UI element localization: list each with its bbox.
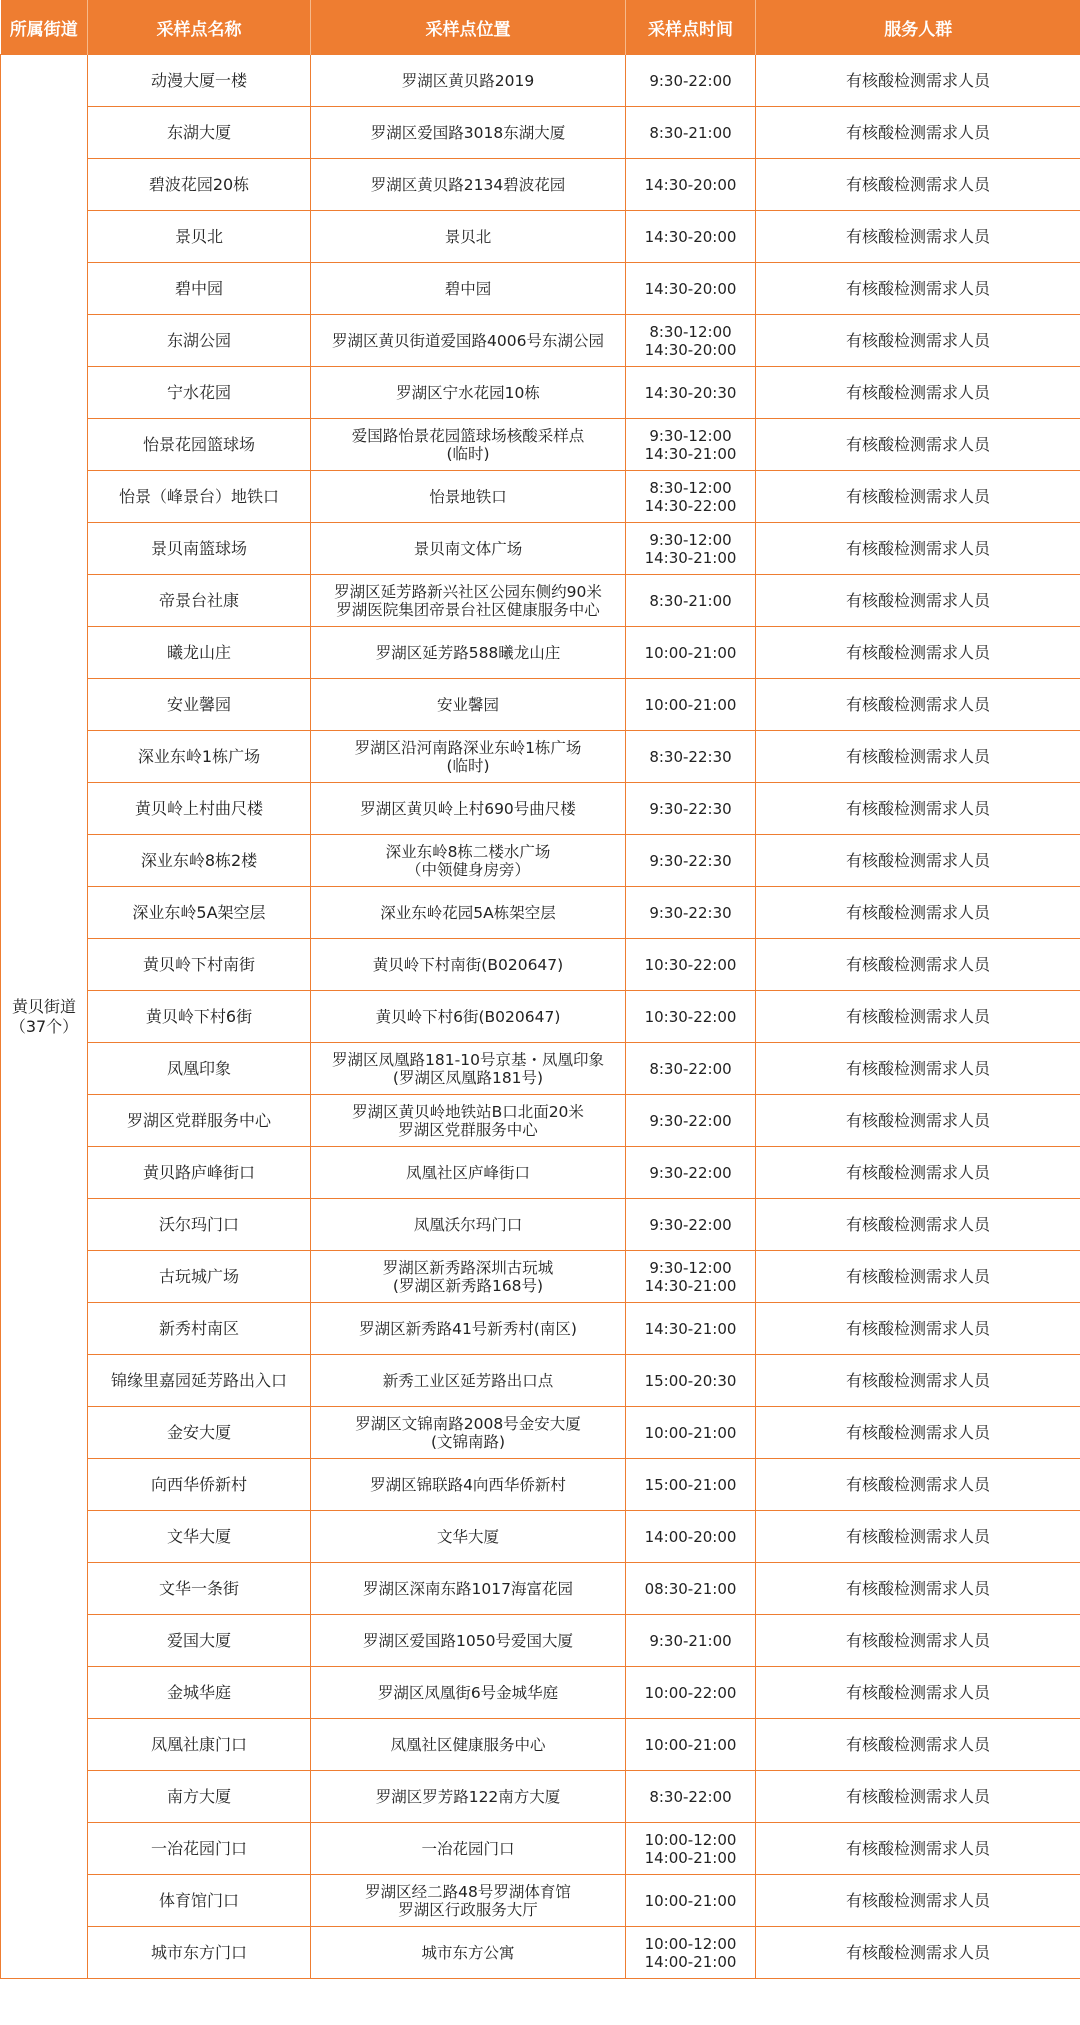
site-location-line: 罗湖区爱国路3018东湖大厦	[370, 123, 566, 142]
site-location-cell	[311, 939, 626, 991]
table-row	[1, 1199, 1080, 1251]
service-crowd-cell: 有核酸检测需求人员	[756, 1043, 1080, 1095]
site-location-cell	[311, 1199, 626, 1251]
site-name-cell: 新秀村南区	[88, 1303, 311, 1355]
table-row	[1, 1459, 1080, 1511]
table-row	[1, 1251, 1080, 1303]
service-crowd-cell: 有核酸检测需求人员	[756, 1355, 1080, 1407]
site-location-line: 罗湖区延芳路588曦龙山庄	[375, 643, 561, 662]
site-location-cell	[311, 1095, 626, 1147]
table-row	[1, 159, 1080, 211]
service-crowd-cell: 有核酸检测需求人员	[756, 731, 1080, 783]
site-location-line: (罗湖区凤凰路181号)	[392, 1068, 544, 1087]
site-name-cell: 一冶花园门口	[88, 1823, 311, 1875]
site-time-line: 8:30-12:00	[649, 478, 732, 497]
service-crowd-cell: 有核酸检测需求人员	[756, 471, 1080, 523]
site-location-cell	[311, 367, 626, 419]
service-crowd-cell: 有核酸检测需求人员	[756, 1823, 1080, 1875]
site-time-cell	[626, 575, 756, 627]
table-row	[1, 419, 1080, 471]
site-location-line: （中领健身房旁）	[405, 860, 530, 879]
site-location-line: 罗湖区经二路48号罗湖体育馆	[365, 1882, 571, 1901]
site-location-line: 景贝南文体广场	[413, 539, 523, 558]
site-name-cell: 深业东岭1栋广场	[88, 731, 311, 783]
site-time-cell	[626, 419, 756, 471]
site-time-line: 14:00-21:00	[644, 1848, 737, 1867]
site-time-cell	[626, 1875, 756, 1927]
site-location-line: 景贝北	[444, 227, 492, 246]
site-name-cell: 安业馨园	[88, 679, 311, 731]
site-location-line: 凤凰社区健康服务中心	[390, 1735, 546, 1754]
site-time-line: 9:30-22:30	[649, 903, 732, 922]
table-row	[1, 731, 1080, 783]
service-crowd-cell: 有核酸检测需求人员	[756, 1199, 1080, 1251]
service-crowd-cell: 有核酸检测需求人员	[756, 1147, 1080, 1199]
site-name-cell: 怡景（峰景台）地铁口	[88, 471, 311, 523]
site-time-cell	[626, 887, 756, 939]
site-location-cell	[311, 1615, 626, 1667]
site-name-cell: 爱国大厦	[88, 1615, 311, 1667]
site-name-cell: 黄贝岭下村6街	[88, 991, 311, 1043]
site-time-cell	[626, 1771, 756, 1823]
site-location-cell	[311, 1719, 626, 1771]
site-location-line: (罗湖区新秀路168号)	[392, 1276, 544, 1295]
site-time-line: 9:30-12:00	[649, 426, 732, 445]
site-location-cell	[311, 1251, 626, 1303]
site-name-cell: 宁水花园	[88, 367, 311, 419]
site-time-line: 8:30-21:00	[649, 123, 732, 142]
site-time-cell	[626, 1407, 756, 1459]
site-name-cell: 景贝南篮球场	[88, 523, 311, 575]
site-time-line: 08:30-21:00	[644, 1579, 737, 1598]
table-row	[1, 1407, 1080, 1459]
site-location-line: 黄贝岭下村6街(B020647)	[375, 1007, 561, 1026]
site-name-cell: 碧中园	[88, 263, 311, 315]
site-time-line: 10:00-21:00	[644, 1423, 737, 1442]
site-location-line: 罗湖区新秀路41号新秀村(南区)	[359, 1319, 577, 1338]
site-time-line: 9:30-22:00	[649, 71, 732, 90]
site-time-line: 10:00-12:00	[644, 1830, 737, 1849]
site-location-cell	[311, 55, 626, 107]
site-time-line: 8:30-22:00	[649, 1787, 732, 1806]
site-time-cell	[626, 783, 756, 835]
site-location-line: 罗湖区延芳路新兴社区公园东侧约90米	[334, 582, 602, 601]
site-time-cell	[626, 1355, 756, 1407]
service-crowd-cell: 有核酸检测需求人员	[756, 991, 1080, 1043]
site-location-line: 文华大厦	[436, 1527, 499, 1546]
site-time-cell	[626, 1511, 756, 1563]
site-name-cell: 东湖公园	[88, 315, 311, 367]
street-name: 黄贝街道	[11, 996, 76, 1016]
site-time-line: 10:00-21:00	[644, 1735, 737, 1754]
service-crowd-cell: 有核酸检测需求人员	[756, 679, 1080, 731]
table-row	[1, 1511, 1080, 1563]
site-location-line: 深业东岭花园5A栋架空层	[380, 903, 556, 922]
service-crowd-cell: 有核酸检测需求人员	[756, 1251, 1080, 1303]
site-time-line: 8:30-22:30	[649, 747, 732, 766]
table-row	[1, 679, 1080, 731]
table-row	[1, 211, 1080, 263]
site-name-cell: 黄贝岭上村曲尺楼	[88, 783, 311, 835]
site-location-cell	[311, 575, 626, 627]
site-location-cell	[311, 1303, 626, 1355]
site-time-cell	[626, 991, 756, 1043]
service-crowd-cell: 有核酸检测需求人员	[756, 1511, 1080, 1563]
service-crowd-cell: 有核酸检测需求人员	[756, 1667, 1080, 1719]
site-location-line: (临时)	[446, 756, 490, 775]
site-time-cell	[626, 315, 756, 367]
site-time-line: 9:30-22:30	[649, 799, 732, 818]
site-time-line: 10:00-21:00	[644, 1891, 737, 1910]
site-location-line: 罗湖区新秀路深圳古玩城	[382, 1258, 554, 1277]
site-location-cell	[311, 159, 626, 211]
site-location-line: 罗湖区党群服务中心	[398, 1120, 538, 1139]
table-row	[1, 471, 1080, 523]
site-location-cell	[311, 679, 626, 731]
header-service-crowd: 服务人群	[756, 0, 1080, 55]
site-time-line: 14:30-20:00	[644, 227, 737, 246]
header-site-time: 采样点时间	[626, 0, 756, 55]
site-location-line: 罗湖区黄贝街道爱国路4006号东湖公园	[332, 331, 604, 350]
site-time-cell	[626, 835, 756, 887]
site-time-cell	[626, 1927, 756, 1979]
site-location-line: 罗湖区黄贝岭地铁站B口北面20米	[352, 1102, 584, 1121]
site-location-line: (临时)	[446, 444, 490, 463]
service-crowd-cell: 有核酸检测需求人员	[756, 1459, 1080, 1511]
table-row	[1, 1615, 1080, 1667]
site-name-cell: 南方大厦	[88, 1771, 311, 1823]
site-time-line: 8:30-21:00	[649, 591, 732, 610]
site-time-line: 14:30-20:30	[644, 383, 737, 402]
site-time-line: 10:00-21:00	[644, 695, 737, 714]
site-time-cell	[626, 107, 756, 159]
site-location-cell	[311, 1147, 626, 1199]
site-time-cell	[626, 211, 756, 263]
site-name-cell: 城市东方门口	[88, 1927, 311, 1979]
site-location-cell	[311, 1407, 626, 1459]
site-location-cell	[311, 1563, 626, 1615]
site-time-cell	[626, 1251, 756, 1303]
site-location-line: 罗湖区黄贝路2134碧波花园	[370, 175, 566, 194]
site-time-line: 14:00-20:00	[644, 1527, 737, 1546]
site-time-cell	[626, 1667, 756, 1719]
site-time-line: 10:30-22:00	[644, 955, 737, 974]
table-row	[1, 1303, 1080, 1355]
site-time-cell	[626, 679, 756, 731]
table-row	[1, 107, 1080, 159]
table-row	[1, 1095, 1080, 1147]
site-location-cell	[311, 731, 626, 783]
table-row	[1, 627, 1080, 679]
table-row	[1, 263, 1080, 315]
site-name-cell: 深业东岭8栋2楼	[88, 835, 311, 887]
site-time-line: 8:30-22:00	[649, 1059, 732, 1078]
table-row	[1, 575, 1080, 627]
site-location-cell	[311, 1875, 626, 1927]
site-time-line: 15:00-20:30	[644, 1371, 737, 1390]
site-time-cell	[626, 1823, 756, 1875]
site-time-cell	[626, 523, 756, 575]
site-time-line: 14:30-22:00	[644, 496, 737, 515]
site-location-line: 罗湖医院集团帝景台社区健康服务中心	[336, 600, 600, 619]
site-time-line: 14:30-20:00	[644, 175, 737, 194]
table-row	[1, 991, 1080, 1043]
service-crowd-cell: 有核酸检测需求人员	[756, 1615, 1080, 1667]
site-name-cell: 景贝北	[88, 211, 311, 263]
site-name-cell: 向西华侨新村	[88, 1459, 311, 1511]
service-crowd-cell: 有核酸检测需求人员	[756, 1771, 1080, 1823]
site-time-cell	[626, 263, 756, 315]
site-name-cell: 锦缘里嘉园延芳路出入口	[88, 1355, 311, 1407]
table-row	[1, 1875, 1080, 1927]
table-row	[1, 1927, 1080, 1979]
service-crowd-cell: 有核酸检测需求人员	[756, 627, 1080, 679]
site-time-cell	[626, 1199, 756, 1251]
site-location-line: 罗湖区凤凰路181-10号京基・凤凰印象	[332, 1050, 604, 1069]
site-name-cell: 金城华庭	[88, 1667, 311, 1719]
site-name-cell: 东湖大厦	[88, 107, 311, 159]
site-time-line: 14:30-20:00	[644, 279, 737, 298]
site-location-line: 罗湖区罗芳路122南方大厦	[375, 1787, 561, 1806]
site-time-cell	[626, 939, 756, 991]
service-crowd-cell: 有核酸检测需求人员	[756, 159, 1080, 211]
service-crowd-cell: 有核酸检测需求人员	[756, 55, 1080, 107]
site-time-line: 14:30-21:00	[644, 548, 737, 567]
site-location-cell	[311, 783, 626, 835]
site-location-cell	[311, 211, 626, 263]
service-crowd-cell: 有核酸检测需求人员	[756, 835, 1080, 887]
table-row	[1, 783, 1080, 835]
site-location-line: 深业东岭8栋二楼水广场	[385, 842, 551, 861]
site-name-cell: 黄贝路庐峰街口	[88, 1147, 311, 1199]
site-time-cell	[626, 1719, 756, 1771]
site-time-cell	[626, 1563, 756, 1615]
site-name-cell: 罗湖区党群服务中心	[88, 1095, 311, 1147]
site-time-line: 8:30-12:00	[649, 322, 732, 341]
site-time-cell	[626, 1147, 756, 1199]
site-time-line: 10:30-22:00	[644, 1007, 737, 1026]
site-time-line: 15:00-21:00	[644, 1475, 737, 1494]
service-crowd-cell: 有核酸检测需求人员	[756, 1927, 1080, 1979]
site-location-line: 罗湖区黄贝岭上村690号曲尺楼	[360, 799, 576, 818]
site-name-cell: 体育馆门口	[88, 1875, 311, 1927]
site-time-line: 14:30-21:00	[644, 444, 737, 463]
site-time-line: 9:30-22:30	[649, 851, 732, 870]
site-time-line: 9:30-12:00	[649, 530, 732, 549]
header-street: 所属街道	[1, 0, 88, 55]
site-location-line: 黄贝岭下村南街(B020647)	[372, 955, 564, 974]
site-time-cell	[626, 627, 756, 679]
site-time-cell	[626, 1615, 756, 1667]
table-row	[1, 315, 1080, 367]
header-site-location: 采样点位置	[311, 0, 626, 55]
service-crowd-cell: 有核酸检测需求人员	[756, 1719, 1080, 1771]
site-time-line: 9:30-12:00	[649, 1258, 732, 1277]
table-row	[1, 1147, 1080, 1199]
site-location-line: 新秀工业区延芳路出口点	[382, 1371, 554, 1390]
service-crowd-cell: 有核酸检测需求人员	[756, 1303, 1080, 1355]
site-location-line: 罗湖区凤凰街6号金城华庭	[377, 1683, 559, 1702]
header-site-name: 采样点名称	[88, 0, 311, 55]
service-crowd-cell: 有核酸检测需求人员	[756, 1407, 1080, 1459]
site-name-cell: 黄贝岭下村南街	[88, 939, 311, 991]
site-location-line: 罗湖区宁水花园10栋	[396, 383, 540, 402]
table-row	[1, 887, 1080, 939]
site-name-cell: 古玩城广场	[88, 1251, 311, 1303]
service-crowd-cell: 有核酸检测需求人员	[756, 263, 1080, 315]
site-name-cell: 金安大厦	[88, 1407, 311, 1459]
table-row	[1, 1719, 1080, 1771]
table-row	[1, 1043, 1080, 1095]
site-time-cell	[626, 55, 756, 107]
table-row	[1, 523, 1080, 575]
table-header	[1, 0, 1080, 55]
site-location-cell	[311, 1771, 626, 1823]
service-crowd-cell: 有核酸检测需求人员	[756, 211, 1080, 263]
site-time-line: 9:30-22:00	[649, 1215, 732, 1234]
service-crowd-cell: 有核酸检测需求人员	[756, 107, 1080, 159]
table-body	[1, 55, 1080, 1979]
site-time-cell	[626, 367, 756, 419]
table-row	[1, 1563, 1080, 1615]
service-crowd-cell: 有核酸检测需求人员	[756, 783, 1080, 835]
site-name-cell: 碧波花园20栋	[88, 159, 311, 211]
site-location-line: 安业馨园	[436, 695, 499, 714]
site-time-cell	[626, 1303, 756, 1355]
site-location-line: 碧中园	[444, 279, 492, 298]
site-location-cell	[311, 1355, 626, 1407]
site-name-cell: 曦龙山庄	[88, 627, 311, 679]
site-time-cell	[626, 1043, 756, 1095]
site-time-line: 14:30-20:00	[644, 340, 737, 359]
site-time-line: 9:30-21:00	[649, 1631, 732, 1650]
site-location-cell	[311, 835, 626, 887]
site-name-cell: 动漫大厦一楼	[88, 55, 311, 107]
site-time-line: 10:00-21:00	[644, 643, 737, 662]
site-time-cell	[626, 731, 756, 783]
site-location-line: 凤凰沃尔玛门口	[413, 1215, 523, 1234]
site-location-cell	[311, 1459, 626, 1511]
table-row	[1, 1823, 1080, 1875]
site-time-cell	[626, 1459, 756, 1511]
site-location-line: (文锦南路)	[430, 1432, 506, 1451]
service-crowd-cell: 有核酸检测需求人员	[756, 887, 1080, 939]
table-row	[1, 835, 1080, 887]
site-time-line: 9:30-22:00	[649, 1163, 732, 1182]
site-name-cell: 怡景花园篮球场	[88, 419, 311, 471]
site-name-cell: 深业东岭5A架空层	[88, 887, 311, 939]
site-location-line: 罗湖区深南东路1017海富花园	[363, 1579, 573, 1598]
service-crowd-cell: 有核酸检测需求人员	[756, 1875, 1080, 1927]
table-row	[1, 1355, 1080, 1407]
site-location-cell	[311, 523, 626, 575]
site-name-cell: 凤凰社康门口	[88, 1719, 311, 1771]
site-location-line: 罗湖区行政服务大厅	[398, 1900, 538, 1919]
service-crowd-cell: 有核酸检测需求人员	[756, 1563, 1080, 1615]
site-name-cell: 沃尔玛门口	[88, 1199, 311, 1251]
site-location-cell	[311, 315, 626, 367]
site-location-line: 一冶花园门口	[421, 1839, 515, 1858]
site-location-line: 罗湖区黄贝路2019	[401, 71, 535, 90]
service-crowd-cell: 有核酸检测需求人员	[756, 419, 1080, 471]
table-row	[1, 1771, 1080, 1823]
table-row	[1, 939, 1080, 991]
site-location-cell	[311, 627, 626, 679]
site-location-cell	[311, 1667, 626, 1719]
service-crowd-cell: 有核酸检测需求人员	[756, 523, 1080, 575]
site-time-line: 14:30-21:00	[644, 1319, 737, 1338]
site-location-cell	[311, 471, 626, 523]
site-location-line: 凤凰社区庐峰街口	[405, 1163, 530, 1182]
site-location-cell	[311, 887, 626, 939]
site-location-line: 怡景地铁口	[429, 487, 507, 506]
site-time-line: 14:30-21:00	[644, 1276, 737, 1295]
site-location-cell	[311, 991, 626, 1043]
site-name-cell: 文华一条街	[88, 1563, 311, 1615]
site-time-cell	[626, 1095, 756, 1147]
site-name-cell: 文华大厦	[88, 1511, 311, 1563]
site-location-cell	[311, 1927, 626, 1979]
site-location-line: 罗湖区爱国路1050号爱国大厦	[363, 1631, 573, 1650]
site-name-cell: 帝景台社康	[88, 575, 311, 627]
site-location-cell	[311, 419, 626, 471]
site-location-cell	[311, 1043, 626, 1095]
site-location-line: 罗湖区锦联路4向西华侨新村	[370, 1475, 566, 1494]
site-time-cell	[626, 471, 756, 523]
site-location-cell	[311, 1823, 626, 1875]
service-crowd-cell: 有核酸检测需求人员	[756, 939, 1080, 991]
site-location-line: 罗湖区沿河南路深业东岭1栋广场	[354, 738, 582, 757]
site-time-line: 10:00-22:00	[644, 1683, 737, 1702]
service-crowd-cell: 有核酸检测需求人员	[756, 367, 1080, 419]
street-count: （37个）	[9, 1016, 79, 1036]
site-time-line: 14:00-21:00	[644, 1952, 737, 1971]
site-location-line: 爱国路怡景花园篮球场核酸采样点	[351, 426, 585, 445]
site-time-line: 9:30-22:00	[649, 1111, 732, 1130]
service-crowd-cell: 有核酸检测需求人员	[756, 315, 1080, 367]
site-location-cell	[311, 1511, 626, 1563]
site-location-cell	[311, 107, 626, 159]
table-row	[1, 367, 1080, 419]
street-cell	[1, 55, 88, 1979]
table-row	[1, 1667, 1080, 1719]
site-time-line: 10:00-12:00	[644, 1934, 737, 1953]
site-name-cell: 凤凰印象	[88, 1043, 311, 1095]
service-crowd-cell: 有核酸检测需求人员	[756, 1095, 1080, 1147]
table-row	[1, 55, 1080, 107]
site-location-line: 罗湖区文锦南路2008号金安大厦	[355, 1414, 581, 1433]
site-location-cell	[311, 263, 626, 315]
site-location-line: 城市东方公寓	[421, 1943, 515, 1962]
service-crowd-cell: 有核酸检测需求人员	[756, 575, 1080, 627]
site-time-cell	[626, 159, 756, 211]
